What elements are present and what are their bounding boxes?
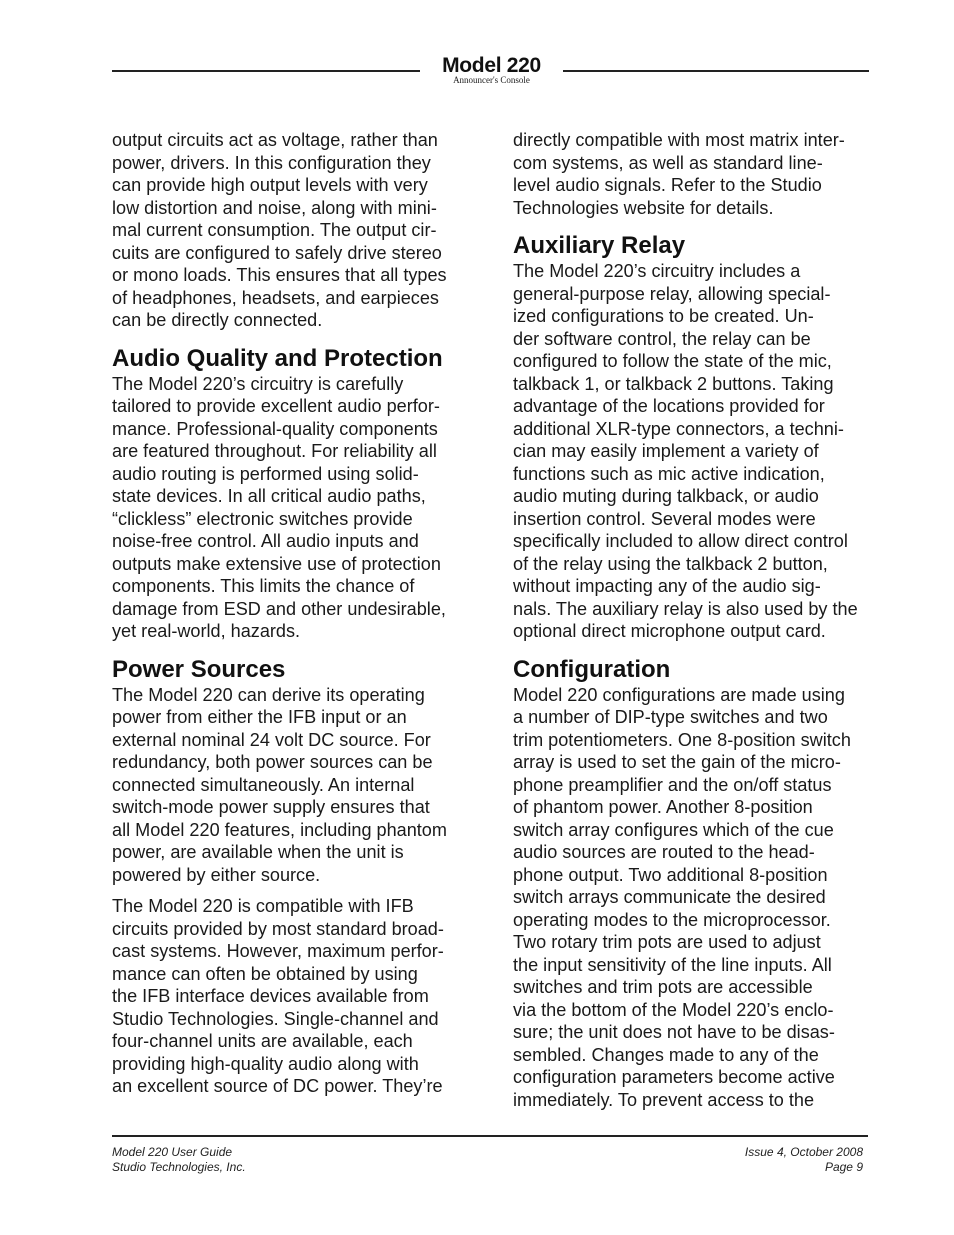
footer-left [112, 1145, 246, 1175]
footer-company: Studio Technologies, Inc. [112, 1160, 246, 1174]
header-subtitle: Announcer's Console [453, 75, 530, 85]
footer-issue: Issue 4, October 2008 [744, 1145, 863, 1159]
header-title: Model 220 [442, 54, 541, 77]
heading-configuration: Configuration [513, 655, 671, 683]
header-rule-left [112, 70, 420, 72]
footer-page-number: Page 9 [824, 1160, 863, 1174]
paragraph-audio-quality: The Model 220’s circuitry is carefully tailored to provide excellent audio perfor- mance. Professional-quality components are featured throughout. For reliability all audio routing is performed using solid- state devices. In all critical audio paths, “clickless” electronic switches provide noise-free control. All audio inputs and outputs make extensive use of protection components. This limits the chance of damage from ESD and other undesirable, yet real-world, hazards. [112, 373, 446, 641]
paragraph-matrix-intercom: directly compatible with most matrix inter- com systems, as well as standard line- level audio signals. Refer to the Studio Technologies website for details. [513, 130, 845, 218]
paragraph-auxiliary-relay: The Model 220’s circuitry includes a general-purpose relay, allowing special- ized configurations to be created. Un- der software control, the relay can be configured to follow the state of the mic, talkback 1, or talkback 2 buttons. Taking advantage of the locations provided for additional XLR-type connectors, a techni- cian may easily implement a variety of functions such as mic active indication, audio muting during talkback, or audio insertion control. Several modes were specifically included to allow direct control of the relay using the talkback 2 button, without impacting any of the audio sig- nals. The auxiliary relay is also used by the optional direct microphone output card. [513, 261, 858, 641]
footer-rule [112, 1135, 868, 1137]
heading-auxiliary-relay: Auxiliary Relay [513, 232, 686, 259]
footer-right [745, 1145, 863, 1175]
paragraph-configuration: Model 220 configurations are made using a number of DIP-type switches and two trim potentiometers. One 8-position switch array is used to set the gain of the micro- phone preamplifier and the on/off status of phantom power. Another 8-position switch array configures which of the cue audio sources are routed to the head- phone output. Two additional 8-position switch arrays communicate the desired operating modes to the microprocessor. Two rotary trim pots are used to adjust the input sensitivity of the line inputs. All switches and trim pots are accessible via the bottom of the Model 220’s enclo- sure; the unit does not have to be disas- sembled. Changes made to any of the configuration parameters become active immediately. To prevent access to the [513, 684, 851, 1110]
header-logo [424, 54, 559, 85]
paragraph-power-sources-1: The Model 220 can derive its operating power from either the IFB input or an external nominal 24 volt DC source. For redundancy, both power sources can be connected simultaneously. An internal switch-mode power supply ensures that all Model 220 features, including phantom power, are available when the unit is powered by either source. [112, 684, 447, 885]
left-column [112, 129, 468, 1098]
right-column [513, 129, 873, 1111]
heading-power-sources: Power Sources [112, 655, 286, 683]
footer-doc-title: Model 220 User Guide [112, 1145, 233, 1159]
paragraph-power-sources-2: The Model 220 is compatible with IFB circuits provided by most standard broad- cast systems. However, maximum perfor- mance can often be obtained by using the IFB interface devices available from Studio Technologies. Single-channel and four-channel units are available, each providing high-quality audio along with an excellent source of DC power. They’re [112, 896, 444, 1096]
heading-audio-quality: Audio Quality and Protection [112, 344, 443, 372]
paragraph-output-circuits: output circuits act as voltage, rather than power, drivers. In this configuration they can provide high output levels with very low distortion and noise, along with mini- mal current consumption. The output cir- cuits are configured to safely drive stereo or mono loads. This ensures that all types of headphones, headsets, and earpieces can be directly connected. [112, 130, 447, 330]
header-rule-right [563, 70, 869, 72]
